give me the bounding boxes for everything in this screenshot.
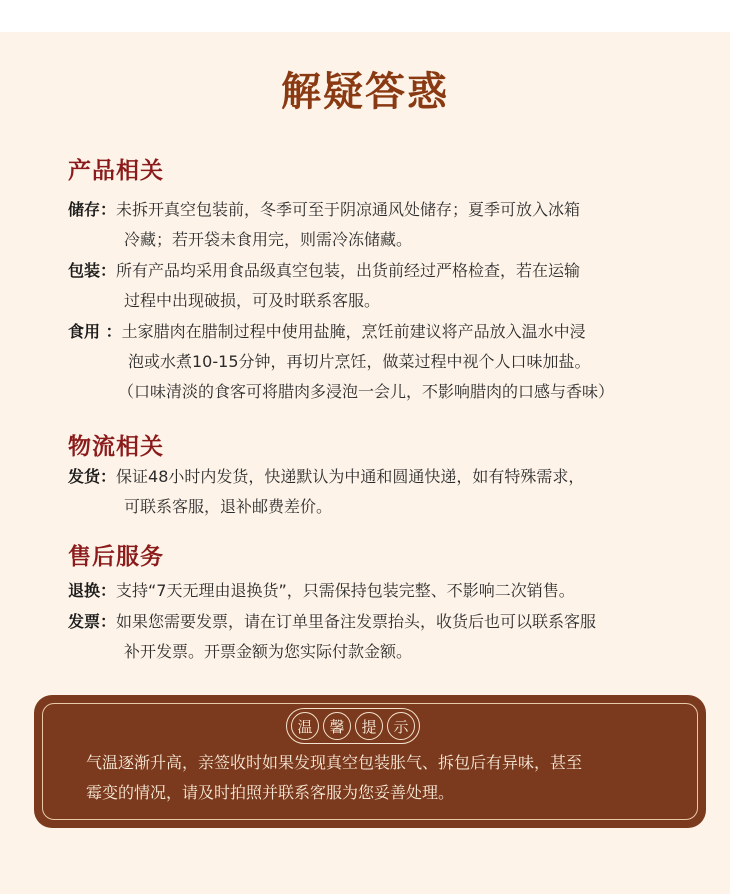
storage-label: 储存： [68, 200, 117, 219]
top-strip [0, 0, 730, 32]
notice-line-1: 气温逐渐升高，亲签收时如果发现真空包装胀气、拆包后有异味，甚至 [86, 753, 583, 772]
return-line-1: 支持“7天无理由退换货”，只需保持包装完整、不影响二次销售。 [116, 581, 575, 600]
notice-badge-2: 馨 [323, 712, 351, 740]
packaging-line-1: 所有产品均采用食品级真空包装，出货前经过严格检查，若在运输 [116, 261, 581, 280]
notice-badge-4: 示 [387, 712, 415, 740]
section-heading-logistics: 物流相关 [68, 434, 164, 460]
eating-line-3: （口味清淡的食客可将腊肉多浸泡一会儿，不影响腊肉的口感与香味） [118, 382, 615, 401]
notice-line-2: 霉变的情况，请及时拍照并联系客服为您妥善处理。 [86, 783, 455, 802]
packaging-row [68, 256, 690, 286]
section-heading-product: 产品相关 [68, 158, 164, 184]
invoice-row [68, 607, 690, 637]
invoice-line-2: 补开发票。开票金额为您实际付款金额。 [124, 642, 413, 661]
eating-row [68, 317, 690, 347]
invoice-line-1: 如果您需要发票，请在订单里备注发票抬头，收货后也可以联系客服 [116, 612, 597, 631]
storage-row [68, 195, 690, 225]
notice-badge-1: 温 [291, 712, 319, 740]
shipping-label: 发货： [68, 467, 117, 486]
section-heading-aftersales: 售后服务 [68, 544, 164, 570]
storage-line-1: 未拆开真空包装前，冬季可至于阴凉通风处储存；夏季可放入冰箱 [116, 200, 581, 219]
page-title: 解疑答惑 [281, 68, 449, 115]
storage-line-2: 冷藏；若开袋未食用完，则需冷冻储藏。 [124, 230, 413, 249]
shipping-line-1: 保证48小时内发货，快递默认为中通和圆通快递，如有特殊需求， [116, 467, 585, 486]
invoice-label: 发票： [68, 612, 117, 631]
packaging-label: 包装： [68, 261, 117, 280]
shipping-line-2: 可联系客服，退补邮费差价。 [124, 497, 333, 516]
eating-line-2: 泡或水煮10-15分钟，再切片烹饪，做菜过程中视个人口味加盐。 [128, 352, 591, 371]
return-row [68, 576, 690, 606]
notice-badge-group [286, 708, 420, 744]
return-label: 退换： [68, 581, 117, 600]
shipping-row [68, 462, 690, 492]
notice-badge-3: 提 [355, 712, 383, 740]
eating-label: 食用 ： [68, 322, 122, 341]
packaging-line-2: 过程中出现破损，可及时联系客服。 [124, 291, 381, 310]
eating-line-1: 土家腊肉在腊制过程中使用盐腌，烹饪前建议将产品放入温水中浸 [121, 322, 586, 341]
